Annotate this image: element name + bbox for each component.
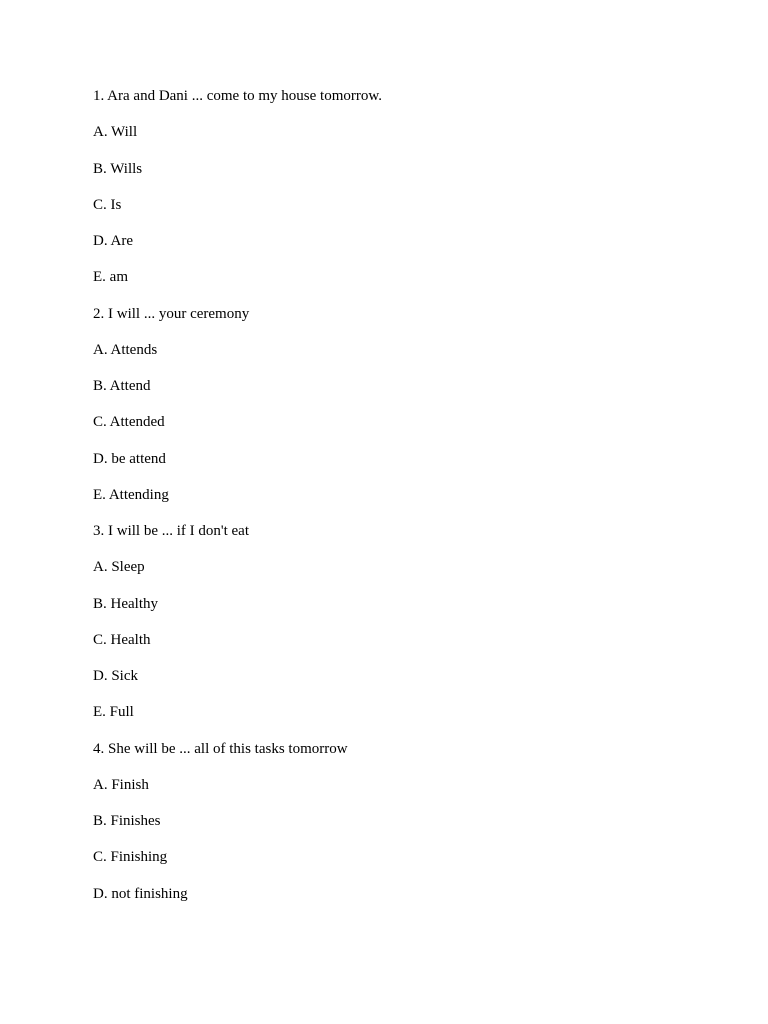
question-4-option-c: C. Finishing xyxy=(93,849,168,866)
question-2-option-b: B. Attend xyxy=(93,378,151,394)
question-2: 2. I will ... your ceremony xyxy=(93,305,250,322)
question-4-option-a: A. Finish xyxy=(93,776,149,793)
question-1-option-b: B. Wills xyxy=(93,160,143,177)
question-1-option-d: D. Are xyxy=(93,233,133,249)
question-4: 4. She will be ... all of this tasks tomorrow xyxy=(93,740,348,757)
question-2-option-a: A. Attends xyxy=(93,341,158,358)
question-3: 3. I will be ... if I don't eat xyxy=(93,523,249,539)
question-1-option-c: C. Is xyxy=(93,196,122,213)
question-3-option-d: D. Sick xyxy=(93,668,138,684)
question-3-option-a: A. Sleep xyxy=(93,559,145,576)
question-1: 1. Ara and Dani ... come to my house tomorrow. xyxy=(93,88,382,104)
question-2-option-d: D. be attend xyxy=(93,450,166,467)
question-4-option-b: B. Finishes xyxy=(93,813,161,829)
question-3-option-c: C. Health xyxy=(93,631,151,648)
question-1-option-e: E. am xyxy=(93,269,128,286)
question-2-option-e: E. Attending xyxy=(93,486,169,503)
question-3-option-b: B. Healthy xyxy=(93,595,158,612)
question-4-option-d: D. not finishing xyxy=(93,885,188,902)
question-3-option-e: E. Full xyxy=(93,704,134,721)
question-1-option-a: A. Will xyxy=(93,124,138,141)
question-2-option-c: C. Attended xyxy=(93,414,165,431)
question-list xyxy=(93,86,382,920)
